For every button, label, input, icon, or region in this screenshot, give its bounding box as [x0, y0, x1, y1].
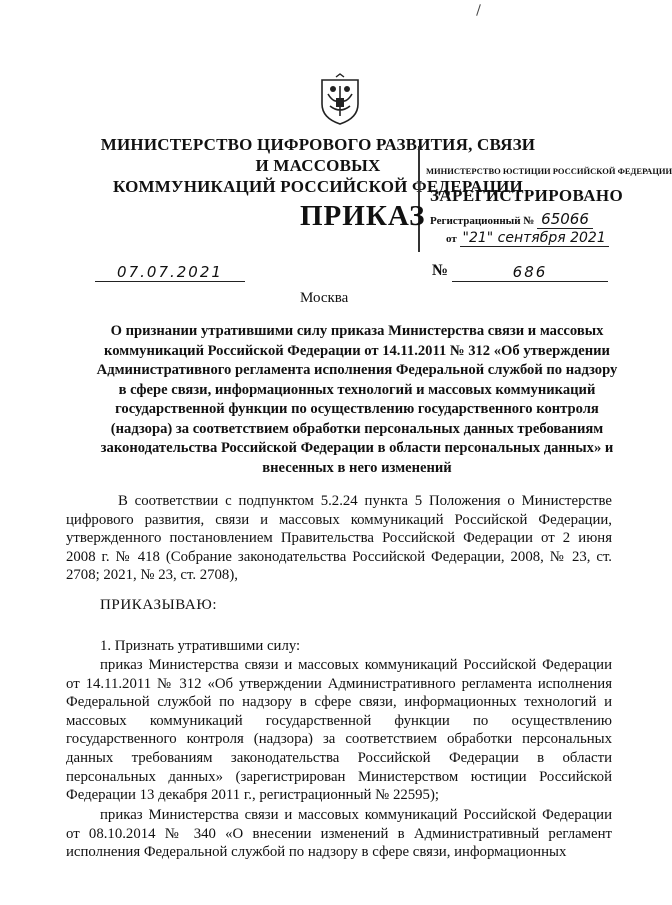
ministry-line-1: МИНИСТЕРСТВО ЦИФРОВОГО РАЗВИТИЯ, СВЯЗИ И МАССОВЫХ: [100, 135, 536, 175]
city: Москва: [300, 290, 349, 306]
stamp-registered: ЗАРЕГИСТРИРОВАНО: [430, 186, 624, 205]
ministry-line-2: КОММУНИКАЦИЙ РОССИЙСКОЙ ФЕДЕРАЦИИ: [113, 177, 523, 196]
item-1-b-paragraph: приказ Министерства связи и массовых коммуникаций Российской Федерации от 08.10.2014 № 340 «О внесении изменений в Административный регламент исполнения Федеральной службой по надзору в сфере связи, информационных: [66, 807, 612, 861]
preamble-paragraph: В соответствии с подпунктом 5.2.24 пункта 5 Положения о Министерстве цифрового развития, связи и массовых коммуникаций Российской Федерации, утвержденного постановлением Правительства Российской Федерации от 2 июня 2008 г. № 418 (Собрание законодательства Российской Федерации, 2008, № 23, ст. 2708; 2021, № 23, ст. 2708),: [66, 493, 612, 584]
stamp-ministry: МИНИСТЕРСТВО ЮСТИЦИИ РОССИЙСКОЙ ФЕДЕРАЦИИ: [426, 166, 672, 176]
stamp-date-line: [446, 230, 609, 246]
order-subject: О признании утратившими силу приказа Министерства связи и массовых коммуникаций Российской Федерации от 14.11.2011 № 312 «Об утверждении Административного регламента исполнения Федеральной службой по надзору в сфере связи, информационных технологий и массовых коммуникаций государственной функции по осуществлению государственного контроля (надзора) за соответствием обработки персональных данных требованиям законодательства Российской Федерации в области персональных данных» и внесенных в него изменений: [96, 323, 618, 476]
item-1-a-paragraph: приказ Министерства связи и массовых коммуникаций Российской Федерации от 14.11.2011 № 312 «Об утверждении Административного регламента исполнения Федеральной службой по надзору в сфере связи, информационных технологий и массовых коммуникаций государственной функции по осуществлению государственного контроля (надзора) за соответствием обработки персональных данных требованиям законодательства Российской Федерации в области персональных данных» (зарегистрирован Министерством юстиции Российской Федерации 13 декабря 2011 г., регистрационный № 22595);: [66, 657, 612, 804]
registration-stamp: [418, 146, 672, 252]
coat-of-arms-icon: [318, 74, 362, 126]
order-number: 686: [452, 263, 608, 282]
stamp-date-label: от: [446, 233, 457, 245]
order-word: ПРИКАЗЫВАЮ:: [100, 597, 218, 613]
pen-mark: [476, 4, 481, 16]
stamp-number-label: Регистрационный №: [430, 215, 535, 227]
order-number-label: №: [432, 262, 449, 279]
order-date: 07.07.2021: [95, 263, 245, 282]
item-1-heading: 1. Признать утратившими силу:: [100, 638, 301, 654]
document-title: ПРИКАЗ: [300, 200, 426, 232]
stamp-date-value: "21" сентября 2021: [460, 230, 609, 247]
stamp-number-line: [430, 210, 593, 228]
stamp-number-value: 65066: [537, 210, 593, 229]
